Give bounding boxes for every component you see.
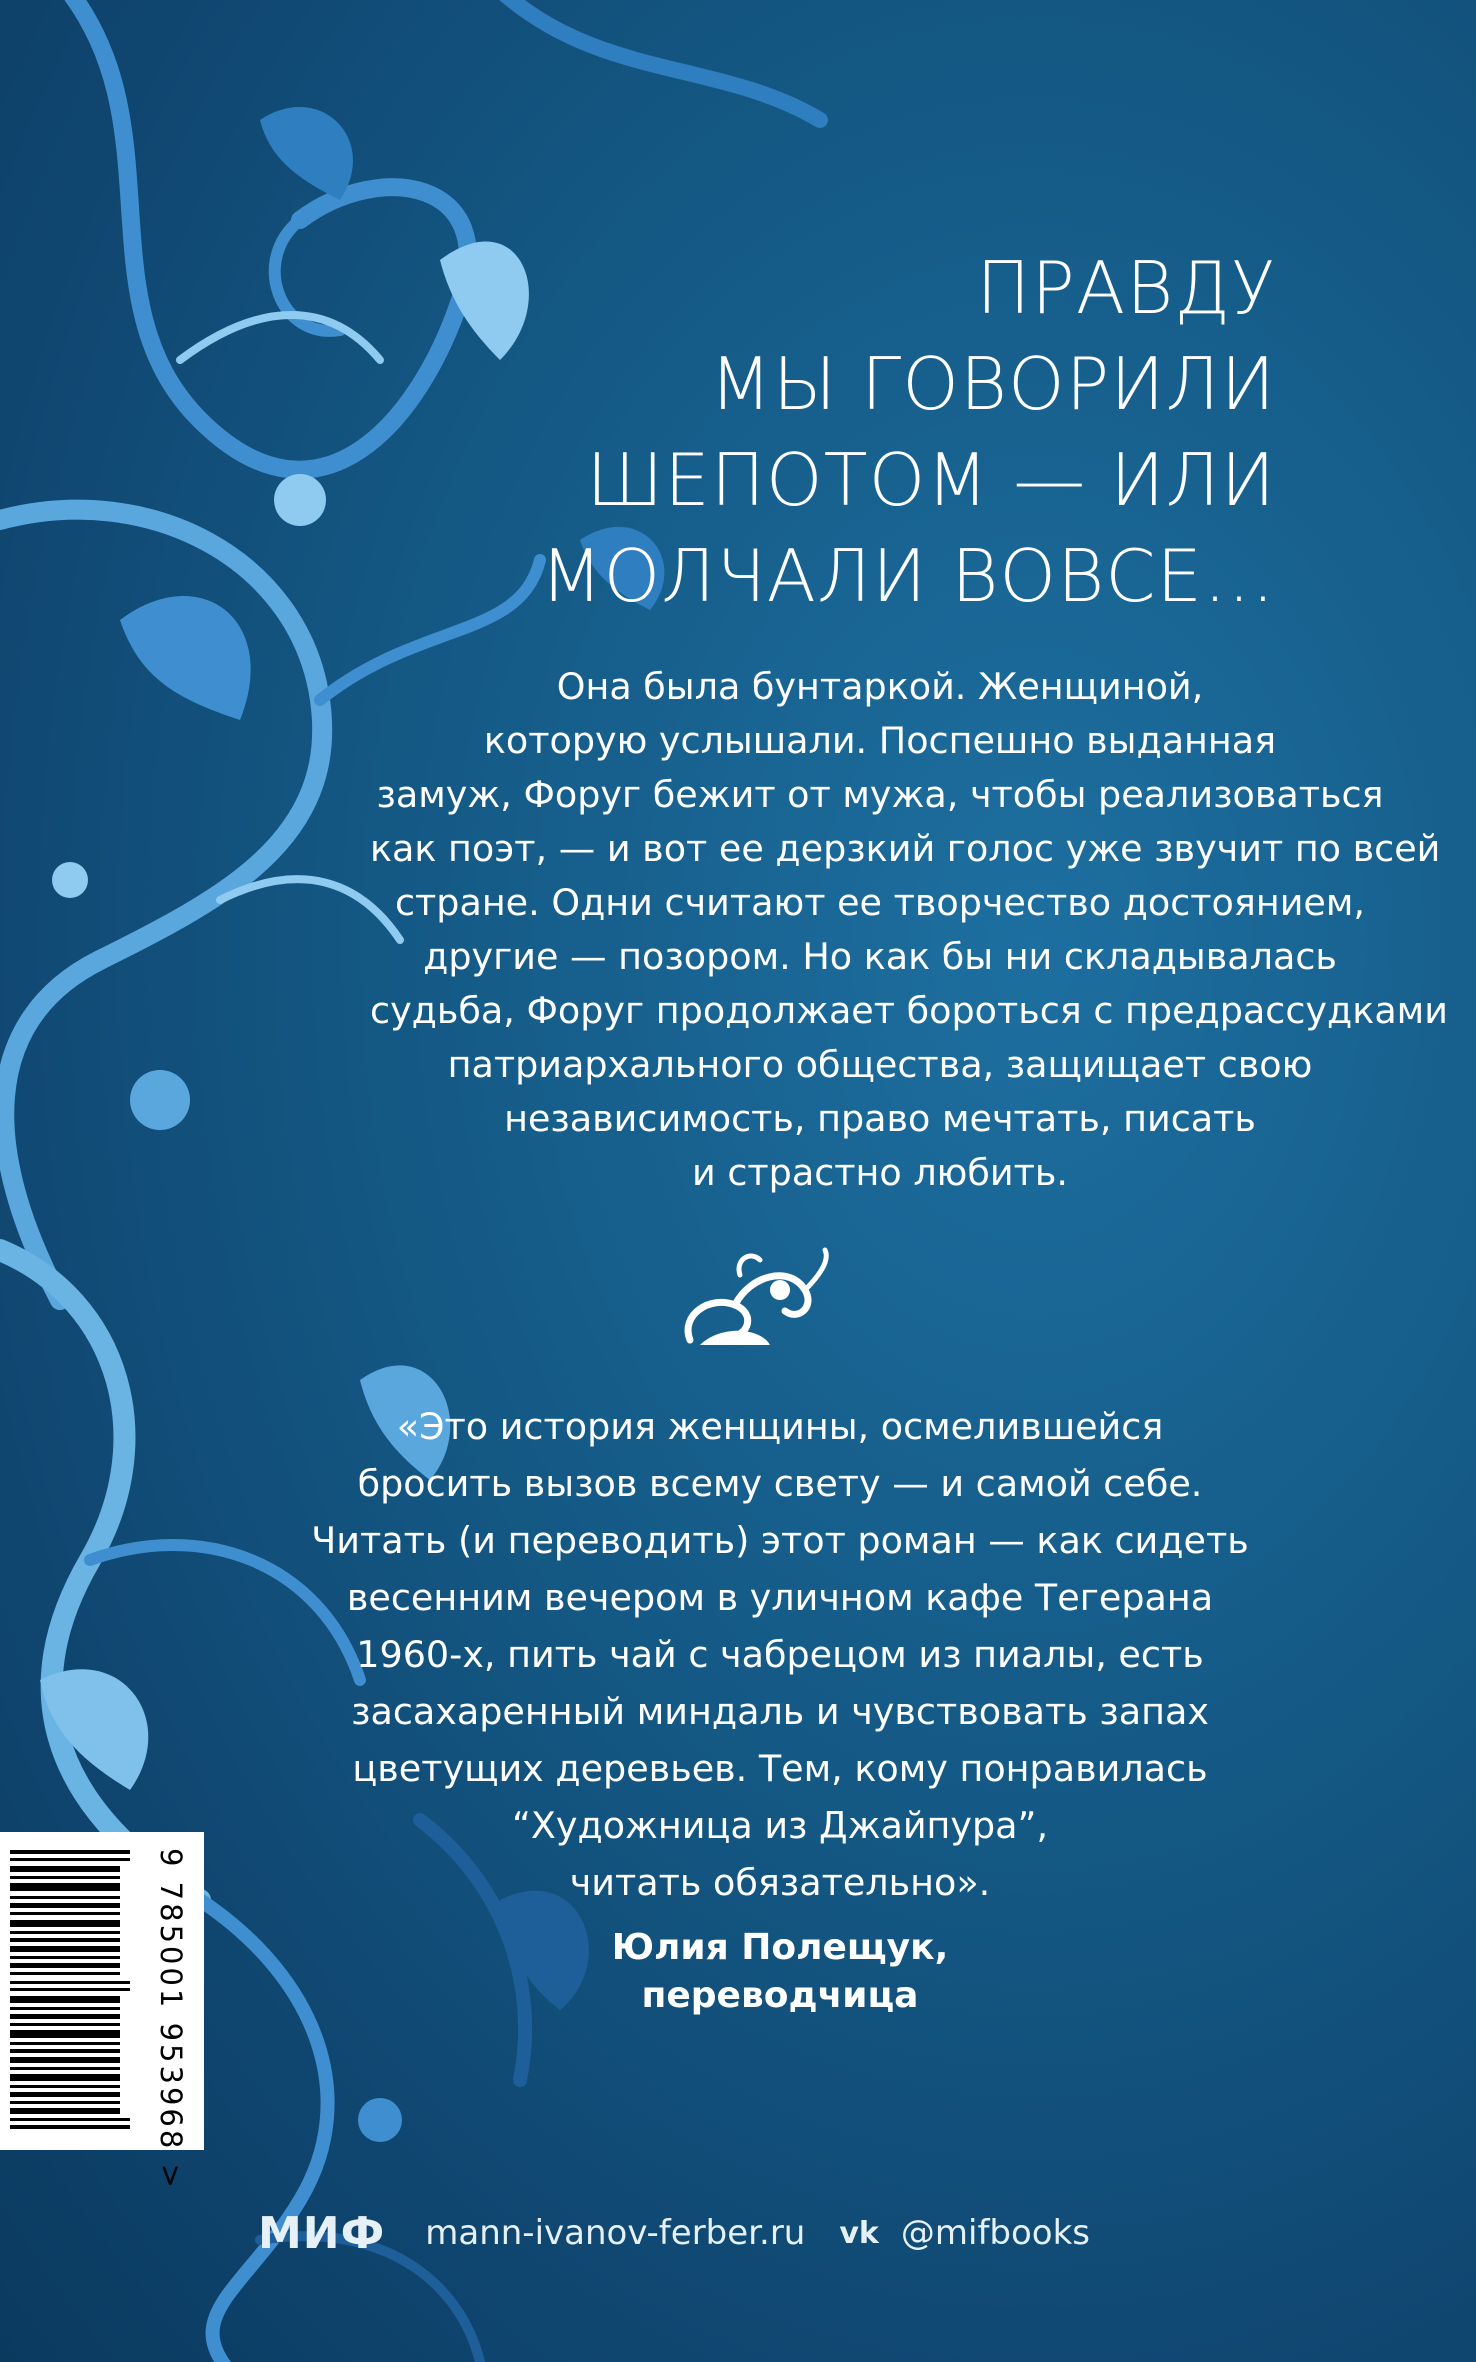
review-quote bbox=[270, 1398, 1290, 1911]
description-line: как поэт, — и вот ее дерзкий голос уже звучит по всей bbox=[370, 827, 1441, 870]
quote-line: читать обязательно». bbox=[569, 1861, 991, 1904]
description-line: Она была бунтаркой. Женщиной, bbox=[556, 665, 1204, 708]
description-line: которую услышали. Поспешно выданная bbox=[483, 719, 1277, 762]
headline bbox=[476, 240, 1276, 624]
description-line: замуж, Форуг бежит от мужа, чтобы реализоваться bbox=[376, 773, 1384, 816]
publisher-logo: МИФ bbox=[258, 2207, 386, 2259]
quote-line: «Это история женщины, осмелившейся bbox=[396, 1405, 1164, 1448]
description-line: патриархального общества, защищает свою bbox=[447, 1043, 1313, 1086]
headline-line: ПРАВДУ bbox=[976, 246, 1276, 330]
quote-line: засахаренный миндаль и чувствовать запах bbox=[351, 1690, 1209, 1733]
description-line: независимость, право мечтать, писать bbox=[504, 1097, 1256, 1140]
quote-line: Читать (и переводить) этот роман — как сидеть bbox=[311, 1519, 1249, 1562]
attribution-role: переводчица bbox=[641, 1975, 919, 2016]
isbn-barcode bbox=[0, 1832, 204, 2191]
quote-line: цветущих деревьев. Тем, кому понравилась bbox=[352, 1747, 1208, 1790]
headline-line: МОЛЧАЛИ ВОВСЕ… bbox=[540, 534, 1276, 618]
quote-line: “Художница из Джайпура”, bbox=[511, 1804, 1049, 1847]
swirl-ornament-icon bbox=[680, 1245, 840, 1355]
quote-line: весенним вечером в уличном кафе Тегерана bbox=[346, 1576, 1214, 1619]
barcode-digits: 9 785001 953968 > bbox=[154, 1848, 188, 2191]
description-line: судьба, Форуг продолжает бороться с предрассудками bbox=[370, 989, 1448, 1032]
social-handle[interactable]: @mifbooks bbox=[900, 2213, 1090, 2253]
description-line: другие — позором. Но как бы ни складывалась bbox=[423, 935, 1337, 978]
headline-line: ШЕПОТОМ — ИЛИ bbox=[586, 438, 1276, 522]
description-line: и страстно любить. bbox=[692, 1151, 1068, 1194]
quote-line: бросить вызов всему свету — и самой себе. bbox=[357, 1462, 1203, 1505]
barcode-bars bbox=[10, 1850, 150, 2132]
quote-attribution bbox=[440, 1924, 1120, 2020]
book-description bbox=[370, 660, 1448, 1200]
vk-icon: vk bbox=[839, 2215, 879, 2251]
attribution-name: Юлия Полещук, bbox=[611, 1927, 949, 1968]
publisher-url[interactable]: mann-ivanov-ferber.ru bbox=[425, 2213, 806, 2253]
publisher-footer bbox=[258, 2208, 1090, 2258]
headline-line: МЫ ГОВОРИЛИ bbox=[709, 342, 1276, 426]
quote-line: 1960-х, пить чай с чабрецом из пиалы, есть bbox=[356, 1633, 1204, 1676]
description-line: стране. Одни считают ее творчество достоянием, bbox=[394, 881, 1366, 924]
